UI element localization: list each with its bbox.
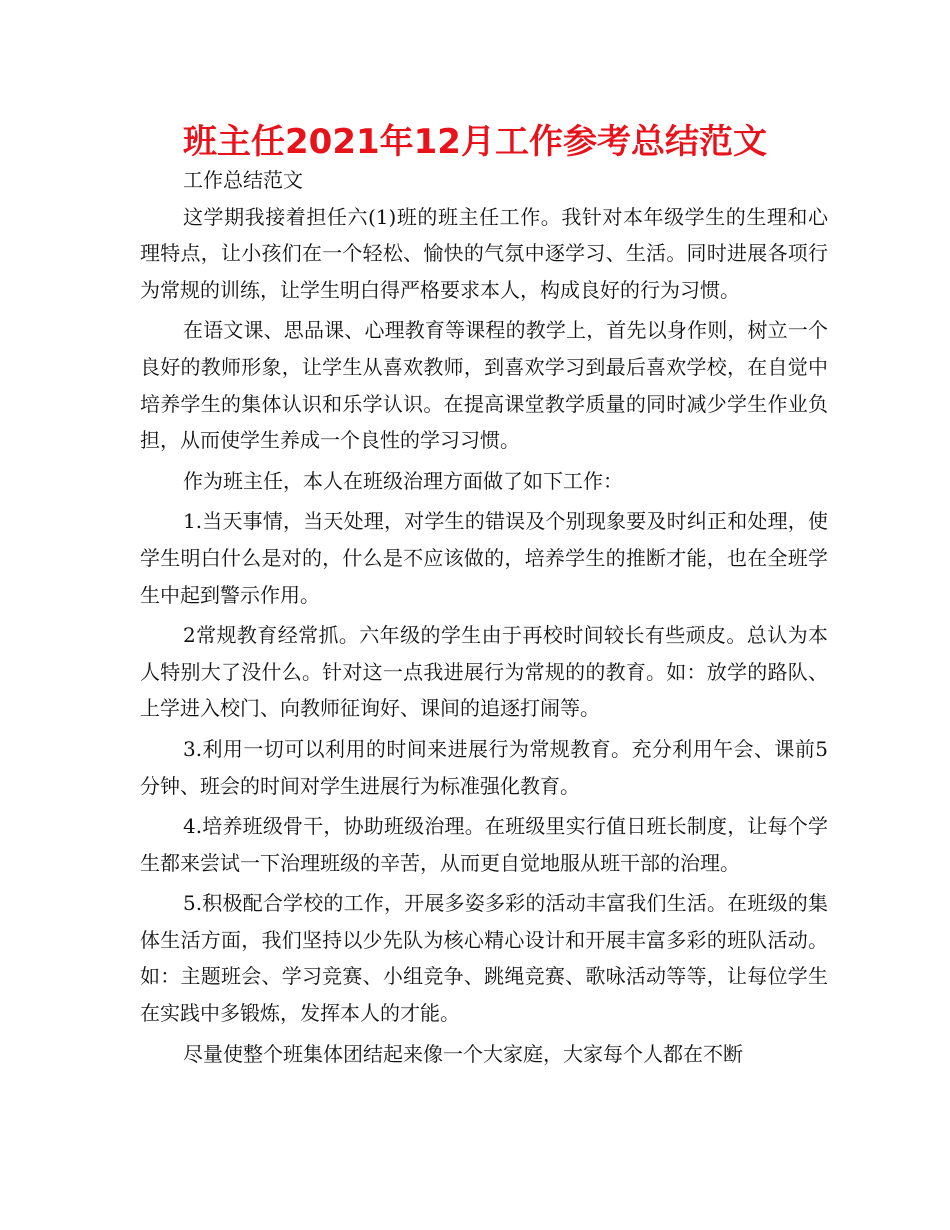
paragraph: 5.积极配合学校的工作，开展多姿多彩的活动丰富我们生活。在班级的集体生活方面，我们坚持以少先队为核心精心设计和开展丰富多彩的班队活动。如：主题班会、学习竞赛、小组竞争、跳绳竞赛、歌咏活动等等，让每位学生在实践中多锻炼，发挥本人的才能。 [140, 891, 828, 1026]
paragraph: 2常规教育经常抓。六年级的学生由于再校时间较长有些顽皮。总认为本人特别大了没什么。针对这一点我进展行为常规的的教育。如：放学的路队、上学进入校门、向教师征询好、课间的追逐打闹等。 [140, 623, 828, 721]
document-subtitle: 工作总结范文 [183, 168, 303, 192]
paragraph: 作为班主任，本人在班级治理方面做了如下工作： [183, 468, 623, 493]
paragraph: 3.利用一切可以利用的时间来进展行为常规教育。充分利用午会、课前5分钟、班会的时间对学生进展行为标准强化教育。 [140, 736, 828, 798]
paragraph: 在语文课、思品课、心理教育等课程的教学上，首先以身作则，树立一个良好的教师形象，让学生从喜欢教师，到喜欢学习到最后喜欢学校，在自觉中培养学生的集体认识和乐学认识。在提高课堂教学质量的同时减少学生作业负担，从而使学生养成一个良性的学习习惯。 [140, 318, 828, 453]
paragraph: 1.当天事情，当天处理，对学生的错误及个别现象要及时纠正和处理，使学生明白什么是对的，什么是不应该做的，培养学生的推断才能，也在全班学生中起到警示作用。 [140, 509, 828, 607]
paragraph: 4.培养班级骨干，协助班级治理。在班级里实行值日班长制度，让每个学生都来尝试一下治理班级的辛苦，从而更自觉地服从班干部的治理。 [140, 814, 828, 875]
document-body [140, 162, 828, 1076]
paragraph: 这学期我接着担任六(1)班的班主任工作。我针对本年级学生的生理和心理特点，让小孩们在一个轻松、愉快的气氛中逐学习、生活。同时进展各项行为常规的训练，让学生明白得严格要求本人，构成良好的行为习惯。 [140, 204, 828, 302]
paragraph: 尽量使整个班集体团结起来像一个大家庭，大家每个人都在不断 [183, 1041, 743, 1066]
document-title: 班主任2021年12月工作参考总结范文 [183, 122, 767, 162]
